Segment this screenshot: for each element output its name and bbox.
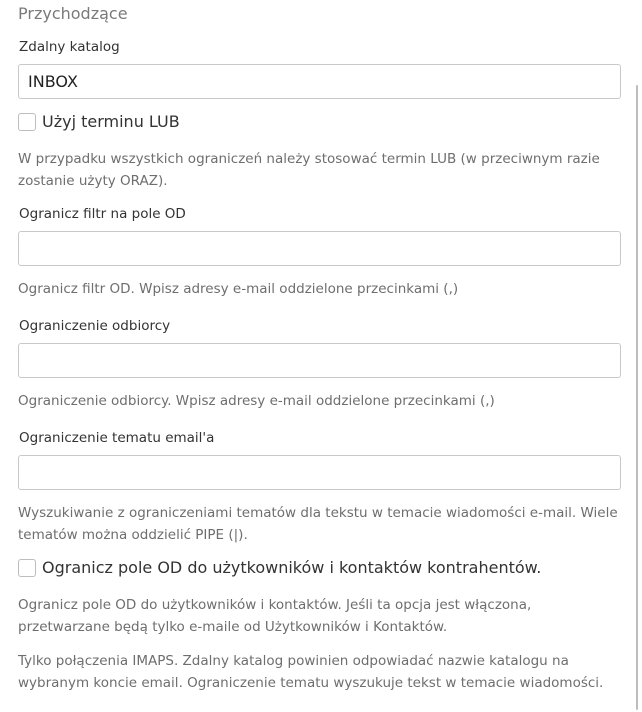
- subject-filter-label: Ograniczenie tematu email'a: [19, 430, 215, 446]
- restrict-from-help: Ogranicz pole OD do użytkowników i kontaktów. Jeśli ta opcja jest włączona, przetwarzane będą tylko e-maile od Użytkowników i Kontaktów.: [18, 597, 532, 635]
- restrict-from-checkbox[interactable]: [18, 559, 36, 577]
- remote-folder-input[interactable]: [18, 64, 621, 99]
- section-title: Przychodzące: [18, 4, 128, 23]
- use-or-checkbox[interactable]: [18, 113, 36, 131]
- scrollbar[interactable]: [636, 85, 638, 710]
- use-or-label: Użyj terminu LUB: [42, 112, 180, 131]
- use-or-help: W przypadku wszystkich ograniczeń należy stosować termin LUB (w przeciwnym razie zostanie użyty ORAZ).: [18, 151, 600, 189]
- from-filter-label: Ogranicz filtr na pole OD: [19, 206, 186, 222]
- recipient-filter-help: Ograniczenie odbiorcy. Wpisz adresy e-mail oddzielone przecinkami (,): [18, 393, 495, 409]
- from-filter-input[interactable]: [18, 231, 621, 266]
- from-filter-help: Ogranicz filtr OD. Wpisz adresy e-mail oddzielone przecinkami (,): [18, 281, 459, 297]
- restrict-from-label: Ogranicz pole OD do użytkowników i kontaktów kontrahentów.: [42, 558, 542, 577]
- subject-filter-input[interactable]: [18, 455, 621, 490]
- restrict-from-option[interactable]: [18, 558, 541, 577]
- subject-filter-help: Wyszukiwanie z ograniczeniami tematów dla tekstu w temacie wiadomości e-mail. Wiele tematów można oddzielić PIPE (|).: [18, 505, 618, 543]
- recipient-filter-label: Ograniczenie odbiorcy: [19, 318, 171, 334]
- remote-folder-label: Zdalny katalog: [19, 39, 120, 55]
- use-or-option[interactable]: [18, 112, 180, 131]
- footer-note: Tylko połączenia IMAPS. Zdalny katalog powinien odpowiadać nazwie katalogu na wybranym koncie email. Ograniczenie tematu wyszukuje tekst w temacie wiadomości.: [18, 653, 604, 691]
- recipient-filter-input[interactable]: [18, 343, 621, 378]
